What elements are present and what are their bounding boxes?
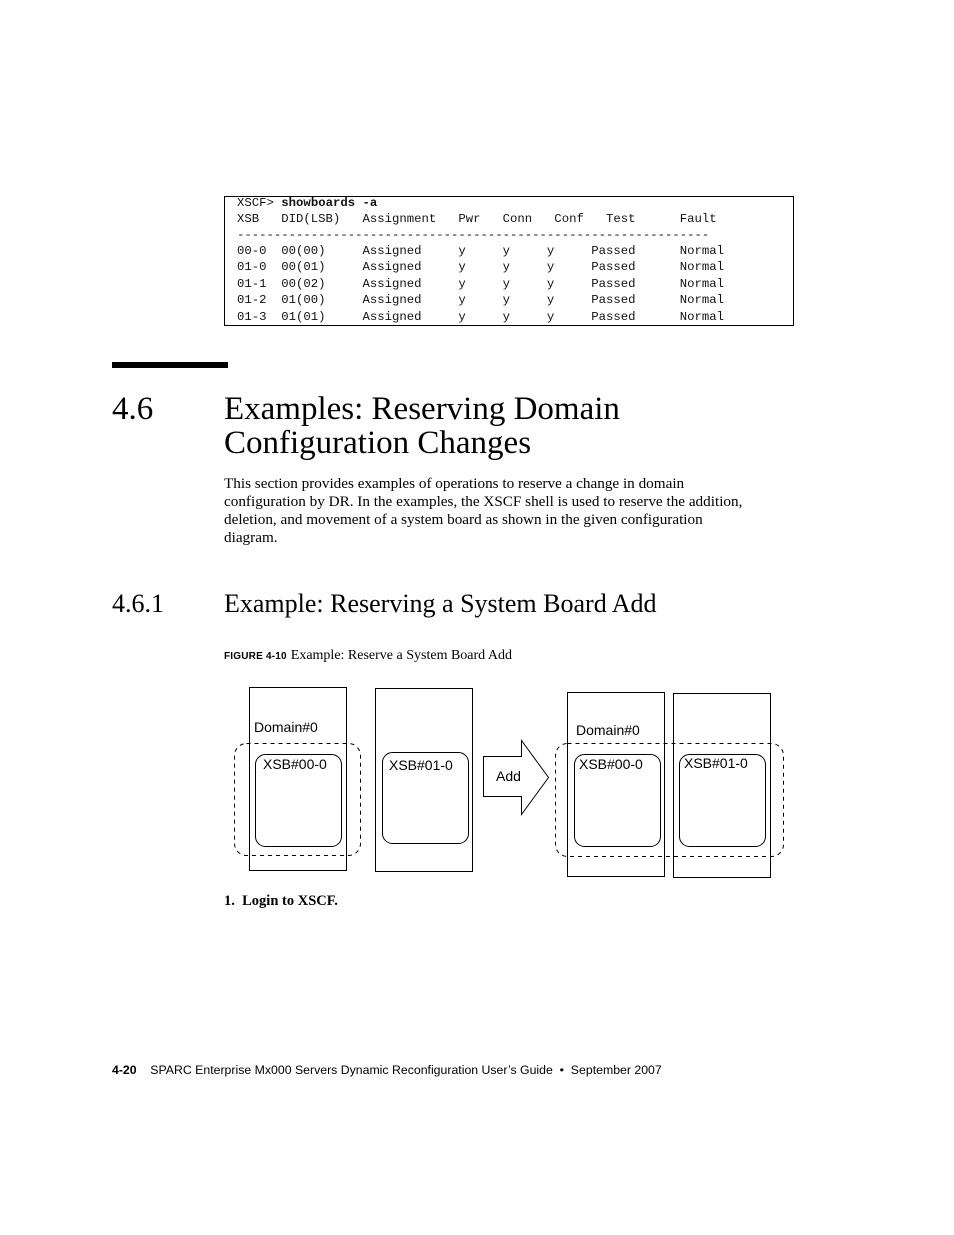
add-arrow-label: Add	[496, 768, 521, 784]
code-row: 00-0 00(00) Assigned y y y Passed Normal	[237, 244, 725, 258]
subsection-title: Example: Reserving a System Board Add	[224, 589, 657, 618]
system-board-label-before-b: XSB#01-0	[389, 757, 453, 773]
code-command: showboards -a	[281, 196, 378, 210]
code-row: 01-1 00(02) Assigned y y y Passed Normal	[237, 277, 725, 291]
step-1: 1. Login to XSCF.	[224, 893, 338, 909]
figure-label: FIGURE 4-10	[224, 651, 287, 662]
system-board-label-after-b: XSB#01-0	[684, 755, 748, 771]
paragraph-line: deletion, and movement of a system board as shown in the given configuration	[224, 511, 703, 528]
section-title-line1: Examples: Reserving Domain	[224, 391, 620, 427]
page-number: 4-20	[112, 1063, 137, 1077]
page-footer	[112, 1063, 662, 1077]
subsection-number: 4.6.1	[112, 589, 164, 618]
code-separator-line: ----------------------------------------------------------------	[237, 228, 710, 242]
domain-label-after: Domain#0	[576, 722, 640, 738]
code-row: 01-2 01(00) Assigned y y y Passed Normal	[237, 293, 725, 307]
code-prompt: XSCF>	[237, 196, 274, 210]
section-title-line2: Configuration Changes	[224, 425, 532, 461]
code-header-line: XSB DID(LSB) Assignment Pwr Conn Conf Test Fault	[237, 212, 717, 226]
code-row: 01-0 00(01) Assigned y y y Passed Normal	[237, 260, 725, 274]
system-board-label-after-a: XSB#00-0	[579, 756, 643, 772]
paragraph-line: diagram.	[224, 529, 278, 546]
paragraph-line: This section provides examples of operations to reserve a change in domain	[224, 475, 685, 492]
figure-caption-text: Example: Reserve a System Board Add	[290, 648, 513, 663]
section-number: 4.6	[112, 391, 154, 427]
system-board-label-before-a: XSB#00-0	[263, 756, 327, 772]
code-row: 01-3 01(01) Assigned y y y Passed Normal	[237, 310, 725, 324]
paragraph-line: configuration by DR. In the examples, the XSCF shell is used to reserve the addition,	[224, 493, 743, 510]
domain-label-before: Domain#0	[254, 719, 318, 735]
footer-text: SPARC Enterprise Mx000 Servers Dynamic Reconfiguration User’s Guide • September 2007	[150, 1063, 662, 1077]
